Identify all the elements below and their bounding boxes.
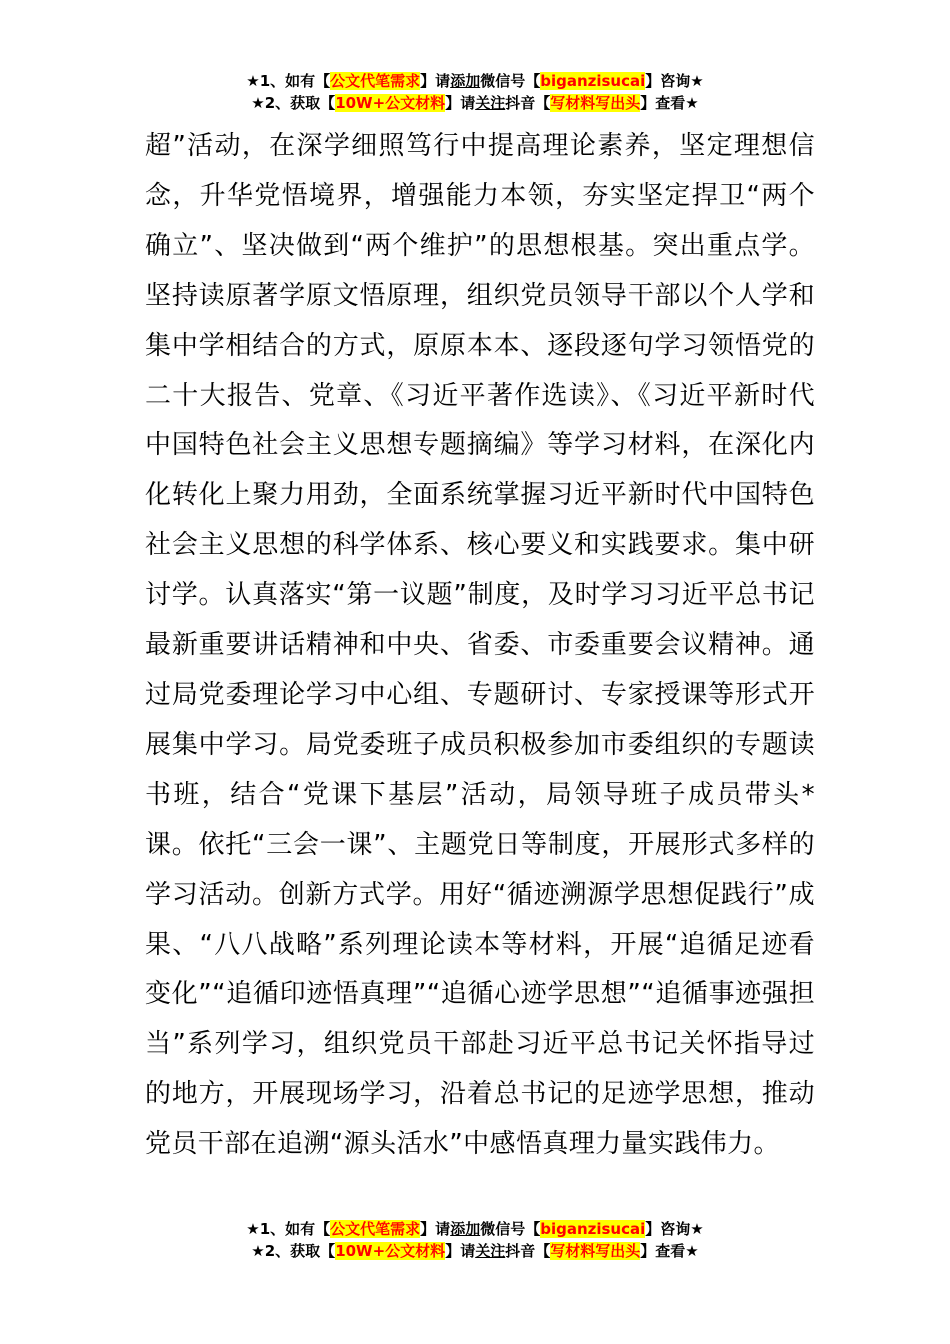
- banner-line-1: [0, 70, 950, 92]
- banner-text: ★1、如有【: [246, 1220, 331, 1238]
- emphasis-text: 关注: [475, 1242, 506, 1260]
- banner-text: 】请: [445, 1242, 476, 1260]
- banner-text: 】查看★: [640, 94, 699, 112]
- body-paragraph: 超”活动，在深学细照笃行中提高理论素养，坚定理想信念，升华党悟境界，增强能力本领，夯实坚定捍卫“两个确立”、坚决做到“两个维护”的思想根基。突出重点学。坚持读原著学原文悟原理，组织党员领导干部以个人学和集中学相结合的方式，原原本本、逐段逐句学习领悟党的二十大报告、党章、《习近平著作选读》、《习近平新时代中国特色社会主义思想专题摘编》等学习材料，在深化内化转化上聚力用劲，全面系统掌握习近平新时代中国特色社会主义思想的科学体系、核心要义和实践要求。集中研讨学。认真落实“第一议题”制度，及时学习习近平总书记最新重要讲话精神和中央、省委、市委重要会议精神。通过局党委理论学习中心组、专题研讨、专家授课等形式开展集中学习。局党委班子成员积极参加市委组织的专题读书班，结合“党课下基层”活动，局领导班子成员带头*课。依托“三会一课”、主题党日等制度，开展形式多样的学习活动。创新方式学。用好“循迹溯源学思想促践行”成果、“八八战略”系列理论读本等材料，开展“追循足迹看变化”“追循印迹悟真理”“追循心迹学思想”“追循事迹强担当”系列学习，组织党员干部赴习近平总书记关怀指导过的地方，开展现场学习，沿着总书记的足迹学思想，推动党员干部在追溯“源头活水”中感悟真理力量实践伟力。: [145, 131, 815, 1160]
- banner-text: 】查看★: [640, 1242, 699, 1260]
- douyin-id-highlight: 写材料写出头: [550, 94, 641, 112]
- banner-text: ★2、获取【: [251, 1242, 336, 1260]
- banner-text: ★1、如有【: [246, 72, 331, 90]
- emphasis-text: 关注: [475, 94, 506, 112]
- highlight-text: 10W+公文材料: [335, 94, 446, 112]
- banner-text: 】请: [420, 72, 451, 90]
- banner-text: 抖音【: [505, 1242, 551, 1260]
- banner-text: 】请: [445, 94, 476, 112]
- wechat-id-highlight: biganzisucai: [540, 72, 646, 90]
- banner-line-1: [0, 1218, 950, 1240]
- banner-text: 抖音【: [505, 94, 551, 112]
- emphasis-text: 添加: [450, 72, 481, 90]
- banner-text: 】请: [420, 1220, 451, 1238]
- highlight-text: 公文代笔需求: [330, 72, 421, 90]
- banner-text: 微信号【: [480, 1220, 541, 1238]
- highlight-text: 10W+公文材料: [335, 1242, 446, 1260]
- banner-text: ★2、获取【: [251, 94, 336, 112]
- footer-banner: [0, 1218, 950, 1262]
- banner-line-2: [0, 92, 950, 114]
- document-body: [145, 122, 815, 1170]
- banner-text: 微信号【: [480, 72, 541, 90]
- highlight-text: 公文代笔需求: [330, 1220, 421, 1238]
- douyin-id-highlight: 写材料写出头: [550, 1242, 641, 1260]
- emphasis-text: 添加: [450, 1220, 481, 1238]
- banner-text: 】咨询★: [645, 1220, 704, 1238]
- banner-line-2: [0, 1240, 950, 1262]
- wechat-id-highlight: biganzisucai: [540, 1220, 646, 1238]
- header-banner: [0, 70, 950, 114]
- banner-text: 】咨询★: [645, 72, 704, 90]
